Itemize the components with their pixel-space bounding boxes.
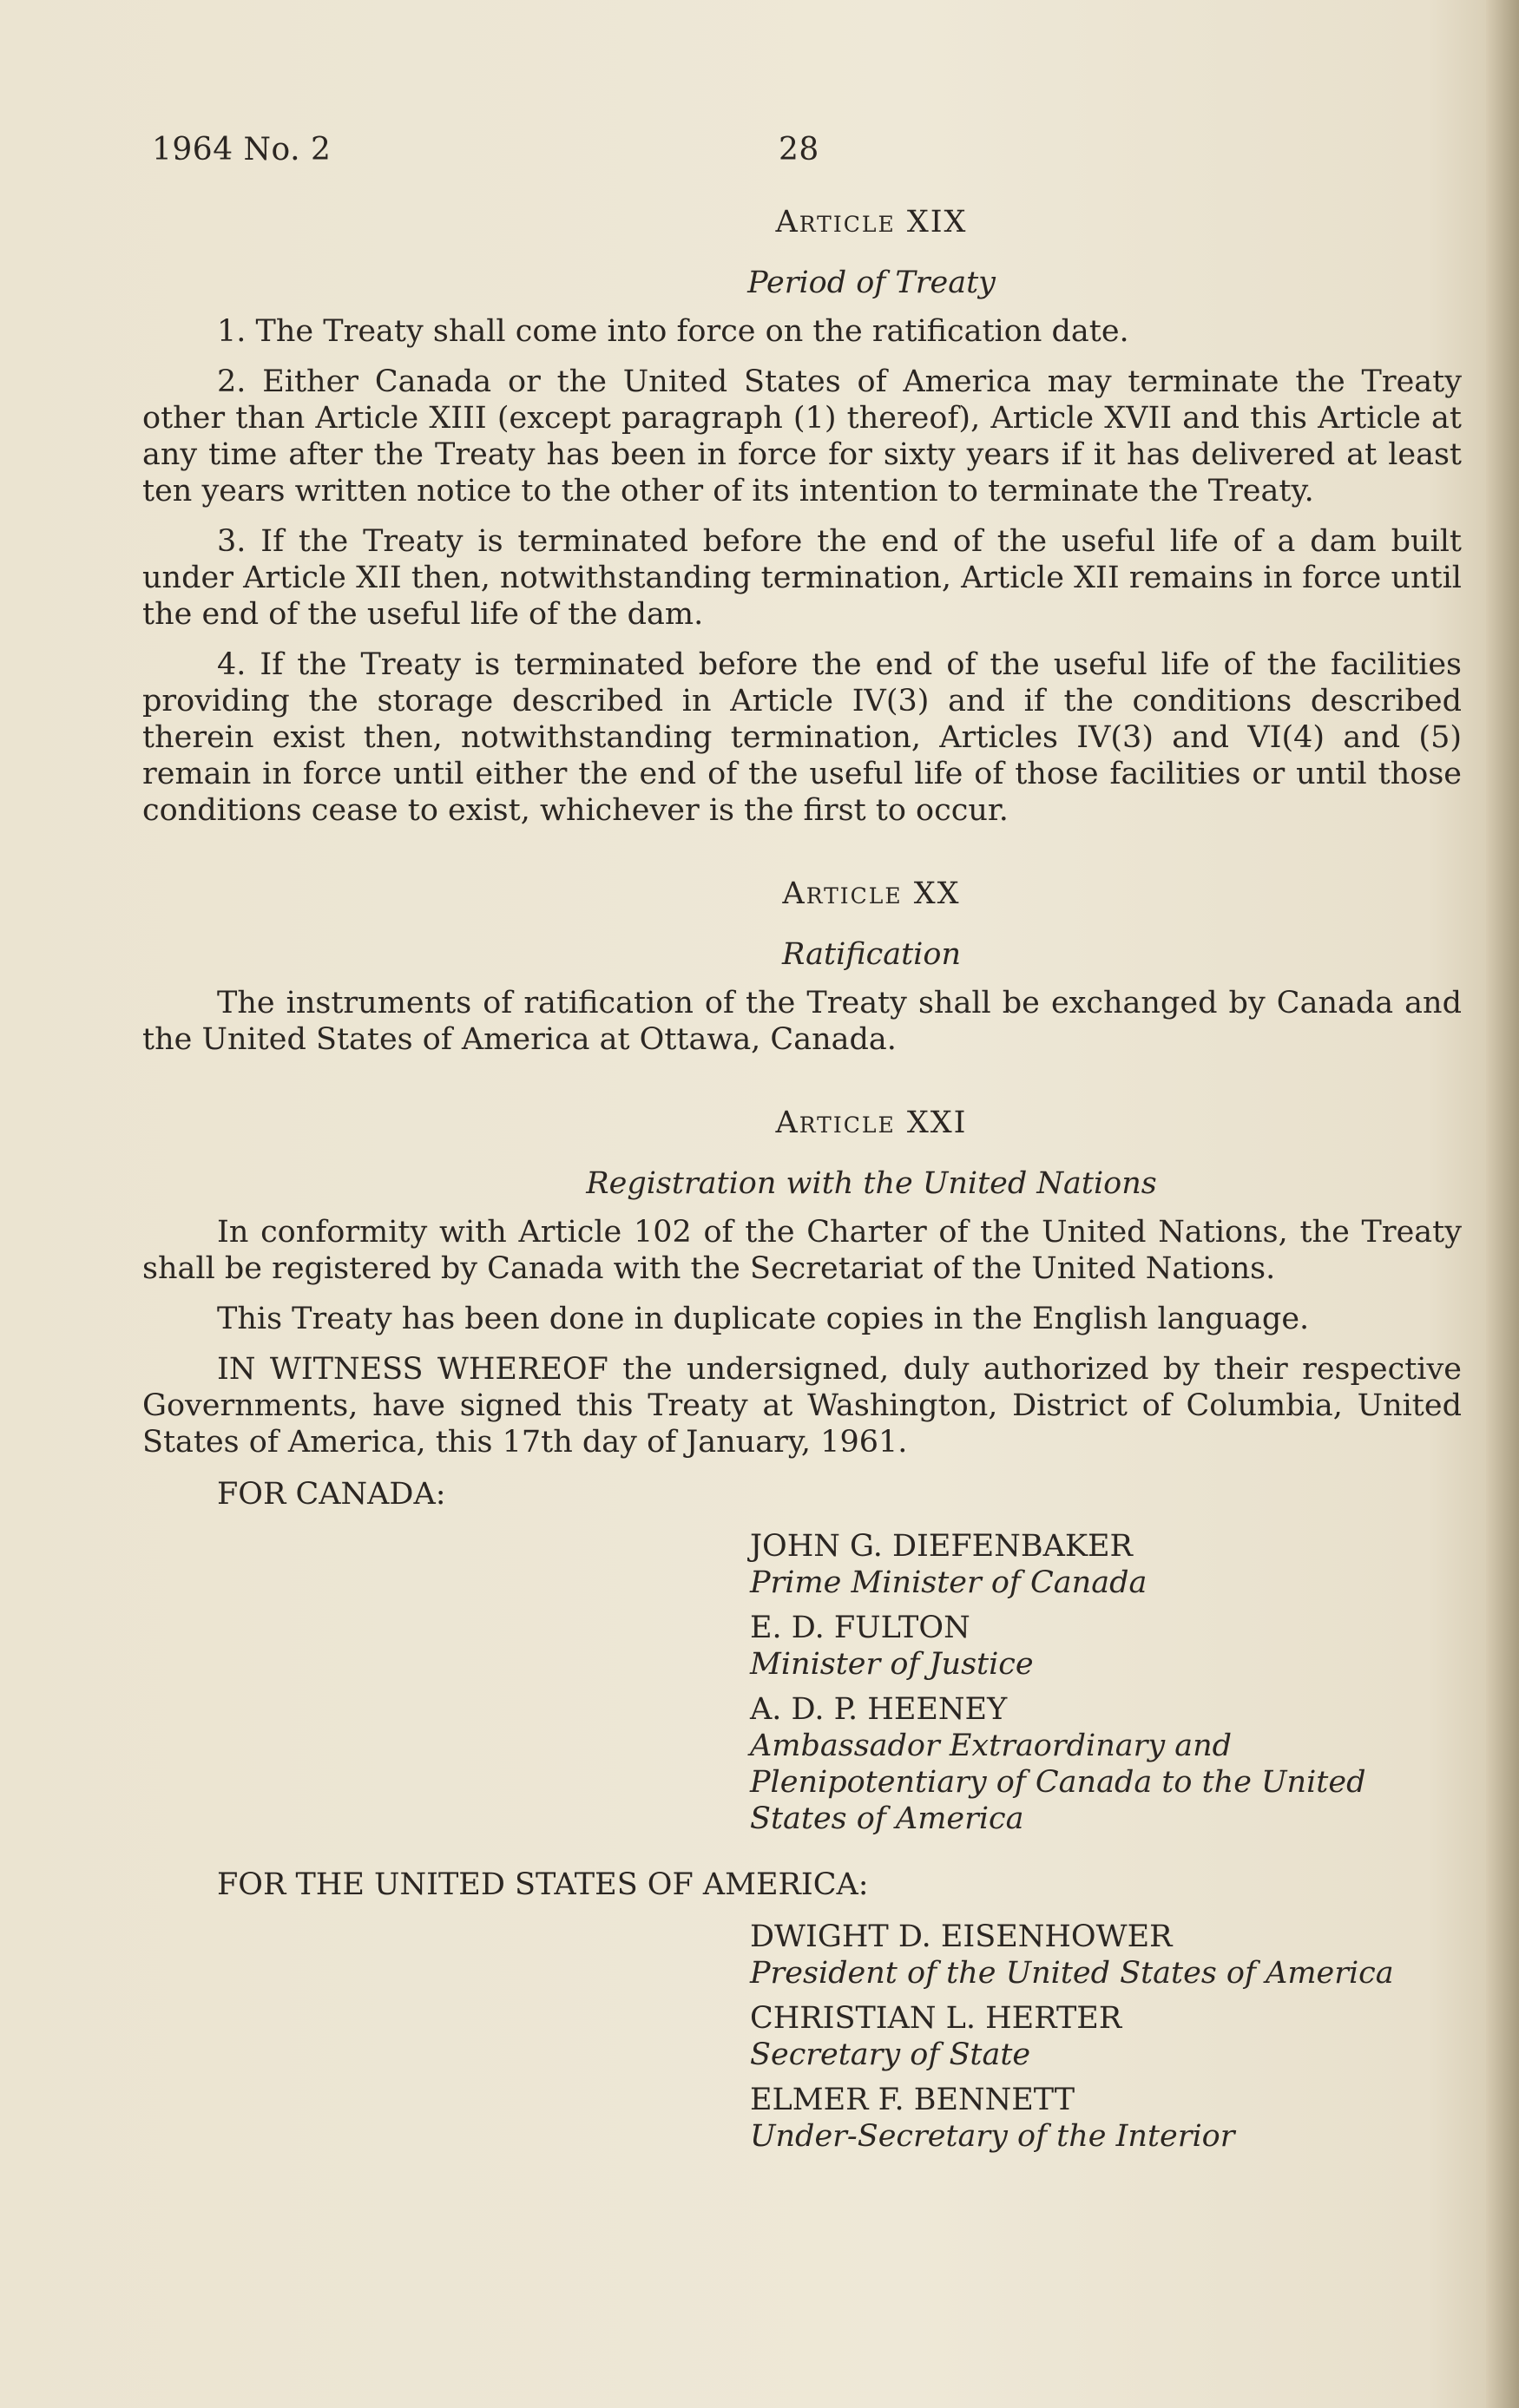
- article-title: Period of Treaty: [747, 266, 996, 300]
- signatory-title: President of the United States of America: [750, 1956, 1394, 1991]
- paragraph: 1. The Treaty shall come into force on the ratification date.: [217, 314, 1129, 349]
- signatory-name: A. D. P. HEENEY: [750, 1692, 1008, 1727]
- canada-signatures: [750, 1528, 1462, 1837]
- paragraph: IN WITNESS WHEREOF the undersigned, duly authorized by their respective Governments, have signed this Treaty at Washington, District of Columbia, United States of America, this 17th day of January, 1961.: [142, 1352, 1462, 1460]
- for-usa-label: FOR THE UNITED STATES OF AMERICA:: [217, 1867, 869, 1902]
- paragraph: This Treaty has been done in duplicate copies in the English language.: [217, 1302, 1310, 1336]
- page-spine-shadow: [1486, 0, 1519, 2408]
- paragraph: 2. Either Canada or the United States of America may terminate the Treaty other than Article XIII (except paragraph (1) thereof), Article XVII and this Article at any time after the Treaty has been in force for sixty years if it has delivered at least ten years written notice to the other of its intention to terminate the Treaty.: [142, 364, 1462, 509]
- article-heading: Article XX: [782, 876, 961, 911]
- signatory-name: JOHN G. DIEFENBAKER: [750, 1529, 1133, 1564]
- usa-signatures: [750, 1919, 1462, 2155]
- document-body: [142, 204, 1462, 2155]
- article-heading: Article XIX: [775, 205, 968, 239]
- signatory-title: Minister of Justice: [750, 1647, 1034, 1682]
- article-title: Registration with the United Nations: [586, 1166, 1157, 1201]
- year-number: 1964 No. 2: [152, 132, 332, 167]
- paragraph: 3. If the Treaty is terminated before the end of the useful life of a dam built under Article XII then, notwithstanding termination, Article XII remains in force until the end of the useful life of the dam.: [142, 524, 1462, 632]
- page-number: 28: [779, 132, 819, 167]
- signatory-title: Under-Secretary of the Interior: [750, 2119, 1235, 2154]
- article-heading: Article XXI: [775, 1106, 968, 1140]
- for-canada-label: FOR CANADA:: [217, 1477, 446, 1512]
- article-title: Ratification: [782, 937, 961, 972]
- signatory-title: Prime Minister of Canada: [750, 1565, 1147, 1600]
- article-xix: [142, 204, 1462, 829]
- paragraph: The instruments of ratification of the Treaty shall be exchanged by Canada and the United States of America at Ottawa, Canada.: [142, 986, 1462, 1057]
- signatory-name: CHRISTIAN L. HERTER: [750, 2001, 1122, 2036]
- signatory-title: Ambassador Extraordinary and Plenipotentiary of Canada to the United States of America: [750, 1729, 1366, 1836]
- signatory-title: Secretary of State: [750, 2037, 1031, 2072]
- signatory-name: E. D. FULTON: [750, 1611, 970, 1645]
- article-xxi: [142, 1105, 1462, 1460]
- signatory-name: DWIGHT D. EISENHOWER: [750, 1919, 1173, 1954]
- article-xx: [142, 876, 1462, 1058]
- paragraph: 4. If the Treaty is terminated before the end of the useful life of the facilities providing the storage described in Article IV(3) and if the conditions described therein exist then, notwithstanding termination, Articles IV(3) and VI(4) and (5) remain in force until either the end of the useful life of those facilities or until those conditions cease to exist, whichever is the first to occur.: [142, 647, 1462, 828]
- signatory-name: ELMER F. BENNETT: [750, 2083, 1075, 2117]
- paragraph: In conformity with Article 102 of the Charter of the United Nations, the Treaty shall be registered by Canada with the Secretariat of the United Nations.: [142, 1215, 1462, 1286]
